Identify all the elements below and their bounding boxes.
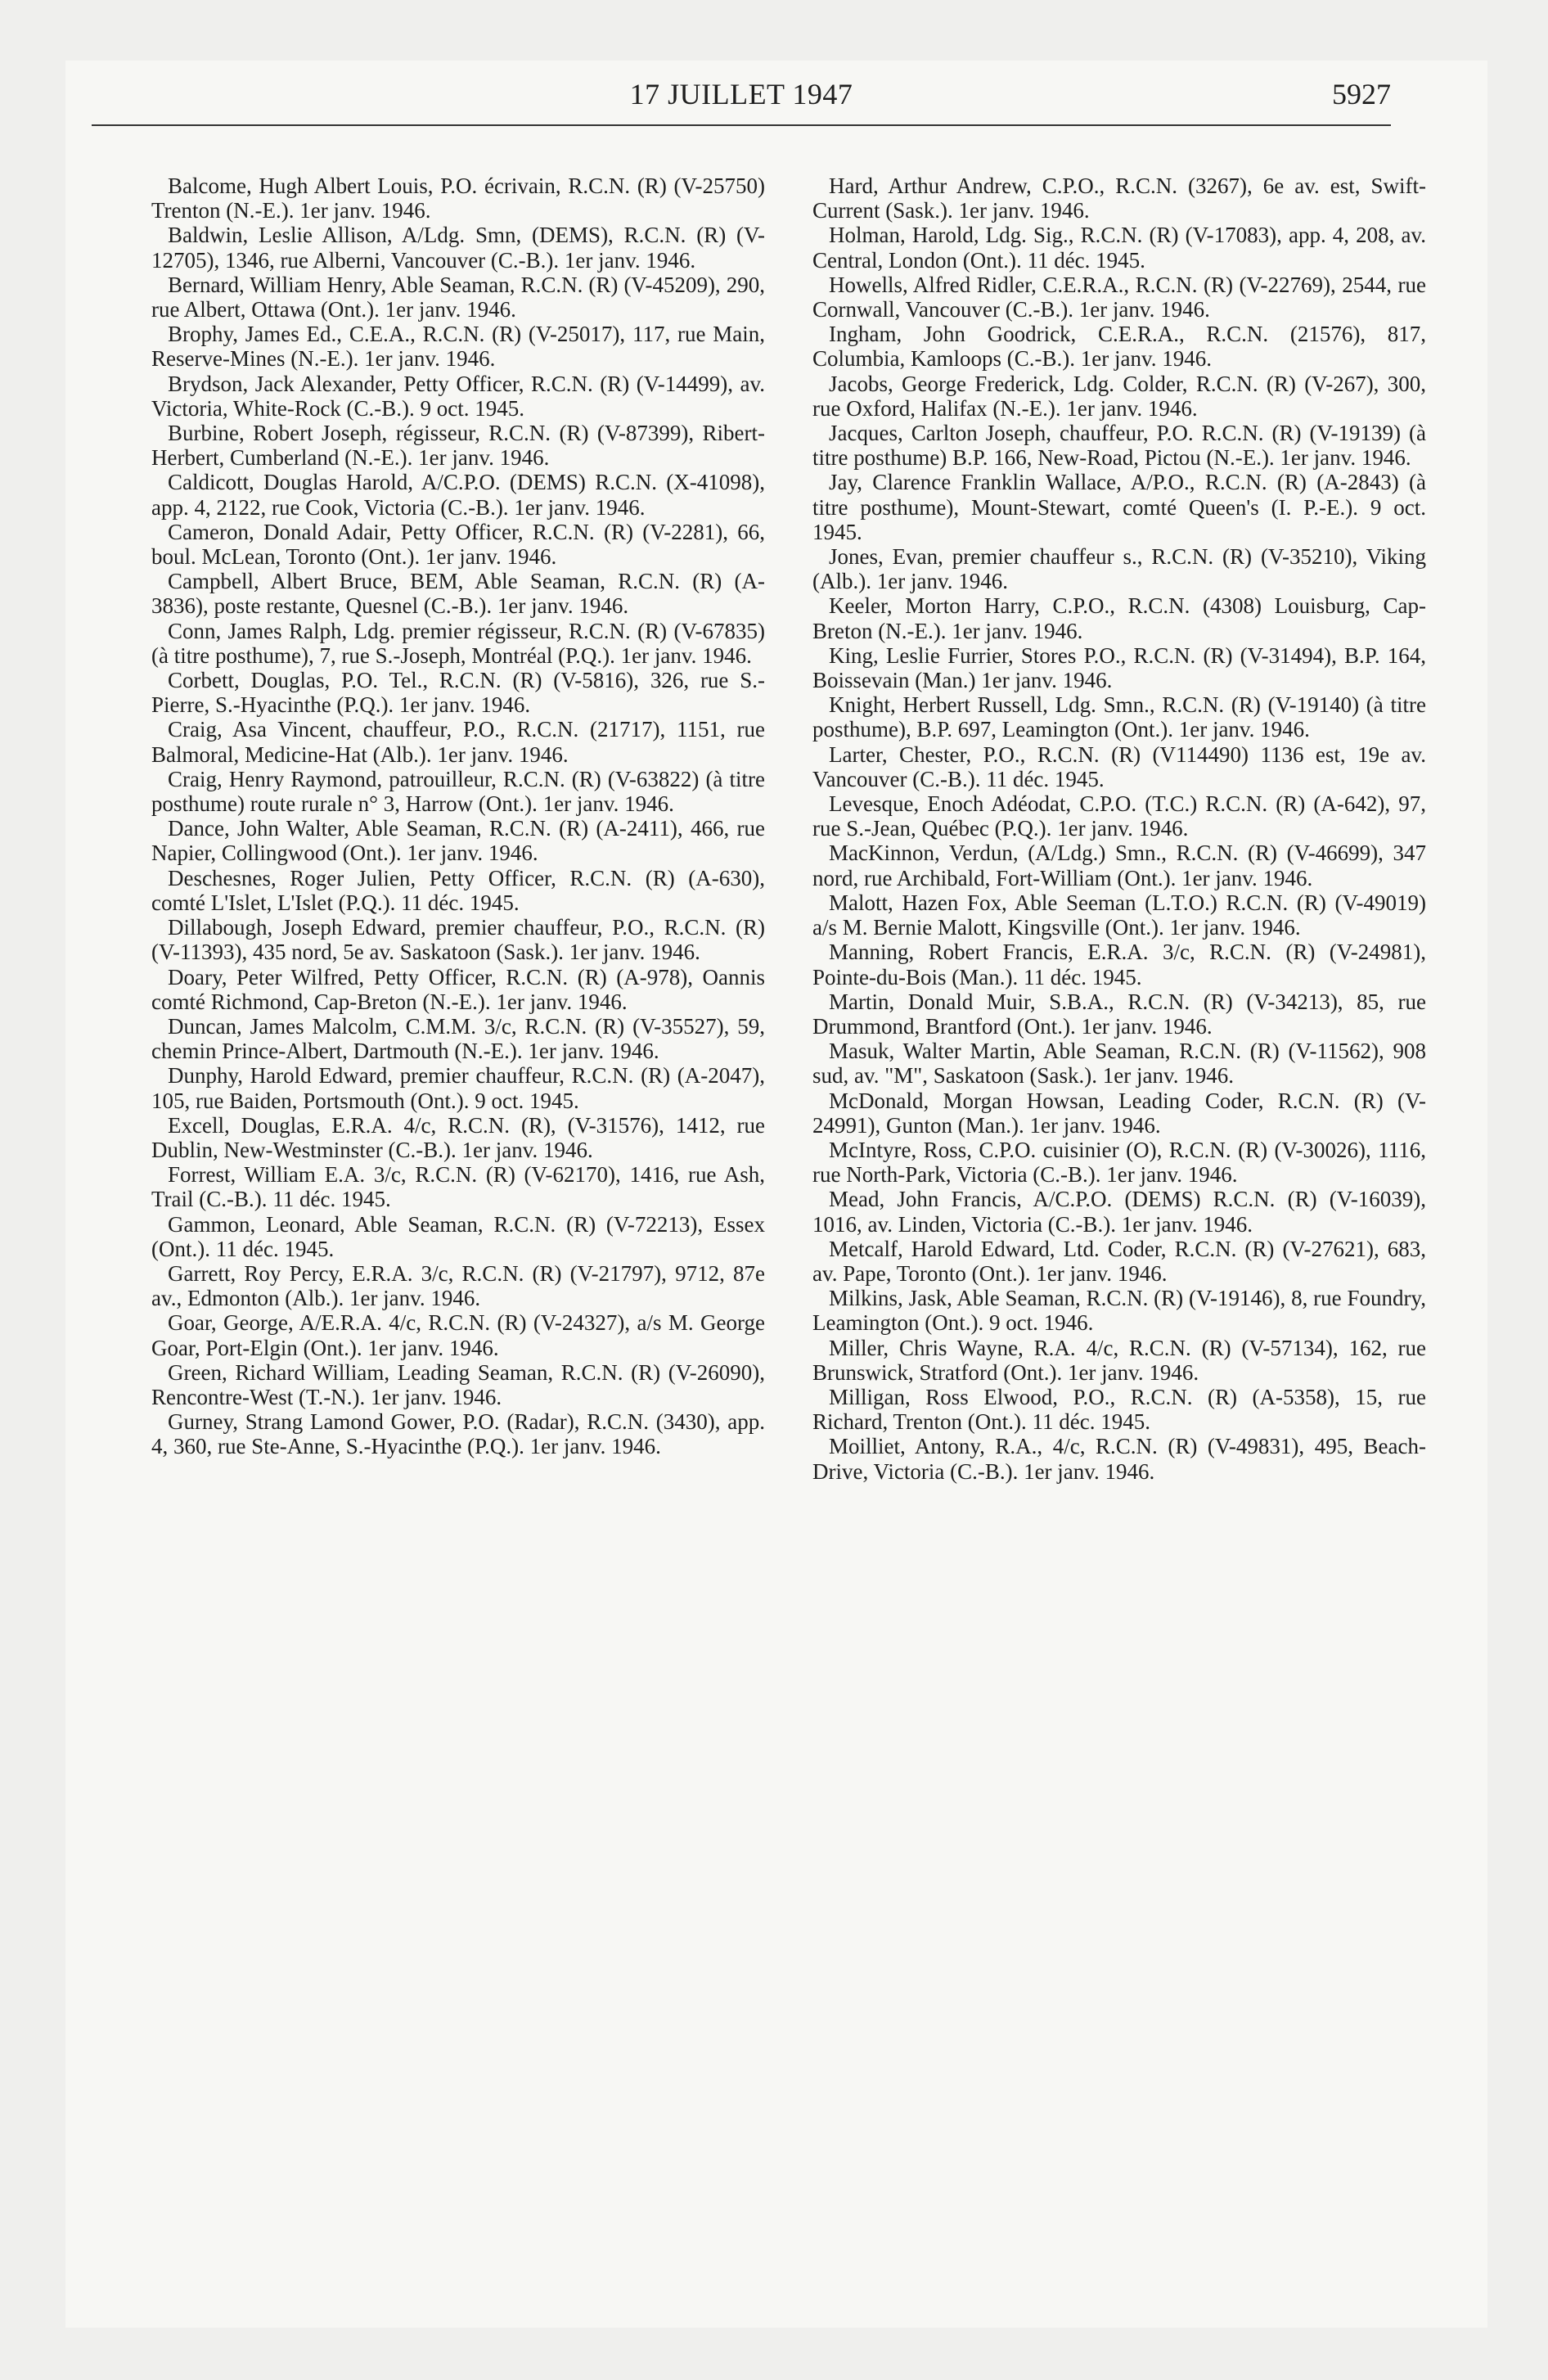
list-entry: Goar, George, A/E.R.A. 4/c, R.C.N. (R) (V-24327), a/s M. George Goar, Port-Elgin (Ont.). 1er janv. 1946. (151, 1310, 765, 1360)
list-entry: Cameron, Donald Adair, Petty Officer, R.C.N. (R) (V-2281), 66, boul. McLean, Toronto (Ont.). 1er janv. 1946. (151, 519, 765, 570)
list-entry: Excell, Douglas, E.R.A. 4/c, R.C.N. (R), (V-31576), 1412, rue Dublin, New-Westminster (C.-B.). 1er janv. 1946. (151, 1112, 765, 1162)
list-entry: Brydson, Jack Alexander, Petty Officer, R.C.N. (R) (V-14499), av. Victoria, White-Rock (C.-B.). 9 oct. 1945. (151, 371, 765, 421)
list-entry: Baldwin, Leslie Allison, A/Ldg. Smn, (DEMS), R.C.N. (R) (V-12705), 1346, rue Alberni, Vancouver (C.-B.). 1er janv. 1946. (151, 223, 765, 273)
left-column (151, 174, 765, 1459)
list-entry: Moilliet, Antony, R.A., 4/c, R.C.N. (R) (V-49831), 495, Beach-Drive, Victoria (C.-B.). 1er janv. 1946. (812, 1434, 1426, 1484)
list-entry: Caldicott, Douglas Harold, A/C.P.O. (DEMS) R.C.N. (X-41098), app. 4, 2122, rue Cook, Victoria (C.-B.). 1er janv. 1946. (151, 470, 765, 520)
list-entry: King, Leslie Furrier, Stores P.O., R.C.N. (R) (V-31494), B.P. 164, Boissevain (Man.) 1er janv. 1946. (812, 642, 1426, 693)
list-entry: Craig, Asa Vincent, chauffeur, P.O., R.C.N. (21717), 1151, rue Balmoral, Medicine-Hat (Alb.). 1er janv. 1946. (151, 717, 765, 767)
list-entry: Mead, John Francis, A/C.P.O. (DEMS) R.C.N. (R) (V-16039), 1016, av. Linden, Victoria (C.-B.). 1er janv. 1946. (812, 1187, 1426, 1237)
list-entry: Jacobs, George Frederick, Ldg. Colder, R.C.N. (R) (V-267), 300, rue Oxford, Halifax (N.-E.). 1er janv. 1946. (812, 371, 1426, 421)
list-entry: Green, Richard William, Leading Seaman, R.C.N. (R) (V-26090), Rencontre-West (T.-N.). 1er janv. 1946. (151, 1359, 765, 1409)
list-entry: Miller, Chris Wayne, R.A. 4/c, R.C.N. (R) (V-57134), 162, rue Brunswick, Stratford (Ont.). 1er janv. 1946. (812, 1335, 1426, 1385)
list-entry: Dunphy, Harold Edward, premier chauffeur, R.C.N. (R) (A-2047), 105, rue Baiden, Portsmouth (Ont.). 9 oct. 1945. (151, 1063, 765, 1113)
list-entry: Dillabough, Joseph Edward, premier chauffeur, P.O., R.C.N. (R) (V-11393), 435 nord, 5e av. Saskatoon (Sask.). 1er janv. 1946. (151, 915, 765, 965)
list-entry: Milligan, Ross Elwood, P.O., R.C.N. (R) (A-5358), 15, rue Richard, Trenton (Ont.). 11 déc. 1945. (812, 1384, 1426, 1435)
list-entry: McDonald, Morgan Howsan, Leading Coder, R.C.N. (R) (V-24991), Gunton (Man.). 1er janv. 1946. (812, 1088, 1426, 1138)
list-entry: Metcalf, Harold Edward, Ltd. Coder, R.C.N. (R) (V-27621), 683, av. Pape, Toronto (Ont.). 1er janv. 1946. (812, 1236, 1426, 1286)
list-entry: Balcome, Hugh Albert Louis, P.O. écrivain, R.C.N. (R) (V-25750) Trenton (N.-E.). 1er janv. 1946. (151, 174, 765, 223)
list-entry: MacKinnon, Verdun, (A/Ldg.) Smn., R.C.N. (R) (V-46699), 347 nord, rue Archibald, Fort-William (Ont.). 1er janv. 1946. (812, 841, 1426, 890)
list-entry: Deschesnes, Roger Julien, Petty Officer, R.C.N. (R) (A-630), comté L'Islet, L'Islet (P.Q.). 11 déc. 1945. (151, 865, 765, 915)
list-entry: Brophy, James Ed., C.E.A., R.C.N. (R) (V-25017), 117, rue Main, Reserve-Mines (N.-E.). 1er janv. 1946. (151, 322, 765, 372)
list-entry: Conn, James Ralph, Ldg. premier régisseur, R.C.N. (R) (V-67835) (à titre posthume), 7, rue S.-Joseph, Montréal (P.Q.). 1er janv. 1946. (151, 618, 765, 668)
list-entry: Dance, John Walter, Able Seaman, R.C.N. (R) (A-2411), 466, rue Napier, Collingwood (Ont.). 1er janv. 1946. (151, 816, 765, 866)
list-entry: Jones, Evan, premier chauffeur s., R.C.N. (R) (V-35210), Viking (Alb.). 1er janv. 1946. (812, 544, 1426, 594)
page-number: 5927 (1332, 78, 1391, 110)
list-entry: Gammon, Leonard, Able Seaman, R.C.N. (R) (V-72213), Essex (Ont.). 11 déc. 1945. (151, 1211, 765, 1261)
list-entry: Doary, Peter Wilfred, Petty Officer, R.C.N. (R) (A-978), Oannis comté Richmond, Cap-Breton (N.-E.). 1er janv. 1946. (151, 964, 765, 1014)
right-column (812, 174, 1426, 1484)
list-entry: Howells, Alfred Ridler, C.E.R.A., R.C.N. (R) (V-22769), 2544, rue Cornwall, Vancouver (C.-B.). 1er janv. 1946. (812, 272, 1426, 322)
list-entry: Manning, Robert Francis, E.R.A. 3/c, R.C.N. (R) (V-24981), Pointe-du-Bois (Man.). 11 déc. 1945. (812, 940, 1426, 989)
list-entry: Hard, Arthur Andrew, C.P.O., R.C.N. (3267), 6e av. est, Swift-Current (Sask.). 1er janv. 1946. (812, 174, 1426, 223)
list-entry: McIntyre, Ross, C.P.O. cuisinier (O), R.C.N. (R) (V-30026), 1116, rue North-Park, Victoria (C.-B.). 1er janv. 1946. (812, 1137, 1426, 1188)
list-entry: Craig, Henry Raymond, patrouilleur, R.C.N. (R) (V-63822) (à titre posthume) route rurale n° 3, Harrow (Ont.). 1er janv. 1946. (151, 766, 765, 817)
list-entry: Ingham, John Goodrick, C.E.R.A., R.C.N. (21576), 817, Columbia, Kamloops (C.-B.). 1er janv. 1946. (812, 322, 1426, 372)
header-rule (92, 124, 1391, 126)
list-entry: Garrett, Roy Percy, E.R.A. 3/c, R.C.N. (R) (V-21797), 9712, 87e av., Edmonton (Alb.). 1er janv. 1946. (151, 1260, 765, 1311)
list-entry: Malott, Hazen Fox, Able Seeman (L.T.O.) R.C.N. (R) (V-49019) a/s M. Bernie Malott, Kingsville (Ont.). 1er janv. 1946. (812, 890, 1426, 940)
page-header (92, 77, 1391, 131)
list-entry: Gurney, Strang Lamond Gower, P.O. (Radar), R.C.N. (3430), app. 4, 360, rue Ste-Anne, S.-Hyacinthe (P.Q.). 1er janv. 1946. (151, 1409, 765, 1459)
list-entry: Burbine, Robert Joseph, régisseur, R.C.N. (R) (V-87399), Ribert-Herbert, Cumberland (N.-E.). 1er janv. 1946. (151, 421, 765, 471)
list-entry: Masuk, Walter Martin, Able Seaman, R.C.N. (R) (V-11562), 908 sud, av. "M", Saskatoon (Sask.). 1er janv. 1946. (812, 1039, 1426, 1089)
list-entry: Corbett, Douglas, P.O. Tel., R.C.N. (R) (V-5816), 326, rue S.-Pierre, S.-Hyacinthe (P.Q.). 1er janv. 1946. (151, 668, 765, 718)
list-entry: Campbell, Albert Bruce, BEM, Able Seaman, R.C.N. (R) (A-3836), poste restante, Quesnel (C.-B.). 1er janv. 1946. (151, 569, 765, 619)
page-date-title: 17 JUILLET 1947 (629, 78, 853, 110)
list-entry: Milkins, Jask, Able Seaman, R.C.N. (R) (V-19146), 8, rue Foundry, Leamington (Ont.). 9 oct. 1946. (812, 1286, 1426, 1336)
list-entry: Jay, Clarence Franklin Wallace, A/P.O., R.C.N. (R) (A-2843) (à titre posthume), Mount-Stewart, comté Queen's (I. P.-E.). 9 oct. 1945. (812, 470, 1426, 544)
list-entry: Jacques, Carlton Joseph, chauffeur, P.O. R.C.N. (R) (V-19139) (à titre posthume) B.P. 166, New-Road, Pictou (N.-E.). 1er janv. 1946. (812, 421, 1426, 471)
list-entry: Levesque, Enoch Adéodat, C.P.O. (T.C.) R.C.N. (R) (A-642), 97, rue S.-Jean, Québec (P.Q.). 1er janv. 1946. (812, 791, 1426, 841)
list-entry: Forrest, William E.A. 3/c, R.C.N. (R) (V-62170), 1416, rue Ash, Trail (C.-B.). 11 déc. 1945. (151, 1162, 765, 1212)
list-entry: Duncan, James Malcolm, C.M.M. 3/c, R.C.N. (R) (V-35527), 59, chemin Prince-Albert, Dartmouth (N.-E.). 1er janv. 1946. (151, 1013, 765, 1064)
list-entry: Martin, Donald Muir, S.B.A., R.C.N. (R) (V-34213), 85, rue Drummond, Brantford (Ont.). 1er janv. 1946. (812, 989, 1426, 1039)
list-entry: Knight, Herbert Russell, Ldg. Smn., R.C.N. (R) (V-19140) (à titre posthume), B.P. 697, Leamington (Ont.). 1er janv. 1946. (812, 692, 1426, 742)
list-entry: Larter, Chester, P.O., R.C.N. (R) (V114490) 1136 est, 19e av. Vancouver (C.-B.). 11 déc. 1945. (812, 741, 1426, 791)
list-entry: Keeler, Morton Harry, C.P.O., R.C.N. (4308) Louisburg, Cap-Breton (N.-E.). 1er janv. 1946. (812, 593, 1426, 643)
list-entry: Holman, Harold, Ldg. Sig., R.C.N. (R) (V-17083), app. 4, 208, av. Central, London (Ont.). 11 déc. 1945. (812, 223, 1426, 273)
list-entry: Bernard, William Henry, Able Seaman, R.C.N. (R) (V-45209), 290, rue Albert, Ottawa (Ont.). 1er janv. 1946. (151, 272, 765, 322)
